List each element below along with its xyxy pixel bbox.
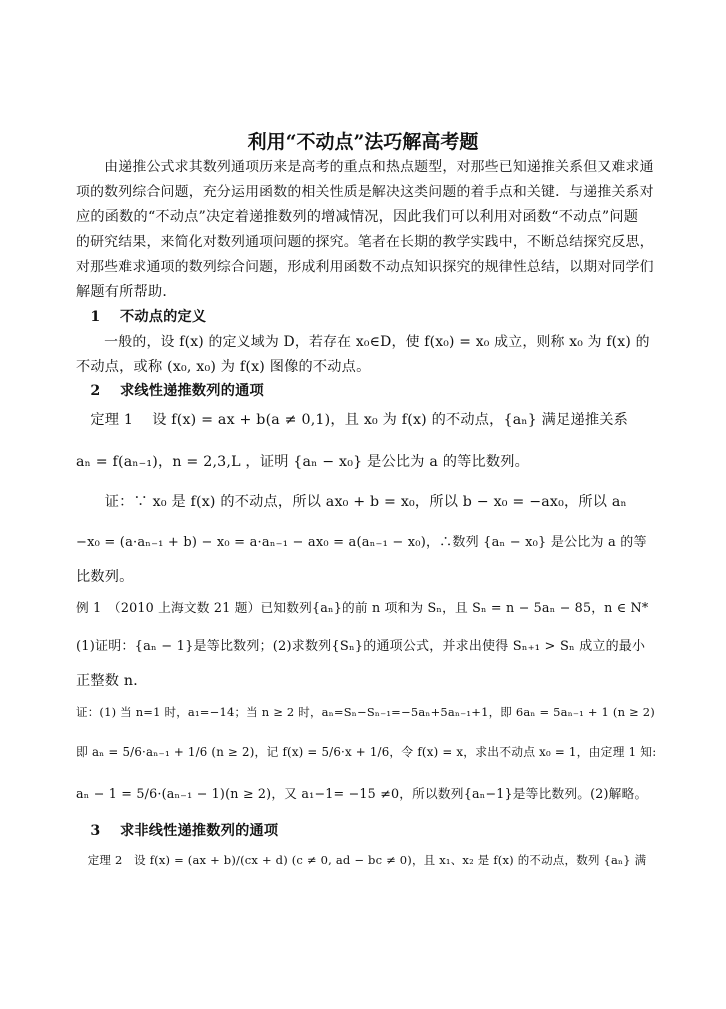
definition-line-2: 不动点，或称 (x₀, x₀) 为 f(x) 图像的不动点。	[76, 359, 371, 375]
intro-line-6: 解题有所帮助．	[76, 284, 177, 300]
intro-line-2: 项的数列综合问题，充分运用函数的相关性质是解决这类问题的着手点和关键．与递推关系对	[76, 184, 654, 200]
page-title: 利用“不动点”法巧解高考题	[247, 131, 479, 153]
section-heading-1: 1 不动点的定义	[76, 309, 207, 325]
example-1-line-3: 正整数 n．	[76, 673, 148, 689]
section-heading-3: 3 求非线性递推数列的通项	[76, 823, 279, 839]
example-1-line-2: (1)证明：{aₙ − 1}是等比数列；(2)求数列{Sₙ}的通项公式，并求出使得 Sₙ₊₁ > Sₙ 成立的最小	[76, 639, 646, 654]
proof-line-2: −x₀ = (a·aₙ₋₁ + b) − x₀ = a·aₙ₋₁ − ax₀ = a(aₙ₋₁ − x₀)，∴数列 {aₙ − x₀} 是公比为 a 的等	[76, 535, 647, 550]
theorem-1-line-1: 定理 1 设 f(x) = ax + b(a ≠ 0,1)，且 x₀ 为 f(x) 的不动点，{aₙ} 满足递推关系	[76, 412, 629, 428]
proof-line-1: 证：∵ x₀ 是 f(x) 的不动点，所以 ax₀ + b = x₀，所以 b − x₀ = −ax₀，所以 aₙ	[76, 494, 627, 510]
section-heading-2: 2 求线性递推数列的通项	[76, 383, 264, 399]
example-1-line-1: 例 1 （2010 上海文数 21 题）已知数列{aₙ}的前 n 项和为 Sₙ，且 Sₙ = n − 5aₙ − 85，n ∈ N*	[76, 600, 649, 615]
theorem-1-line-2: aₙ = f(aₙ₋₁)，n = 2,3,L ，证明 {aₙ − x₀} 是公比为 a 的等比数列。	[76, 454, 530, 470]
intro-line-4: 的研究结果，来简化对数列通项问题的探究。笔者在长期的教学实践中，不断总结探究反思，	[76, 234, 654, 250]
definition-line-1: 一般的，设 f(x) 的定义域为 D，若存在 x₀∈D，使 f(x₀) = x₀ 成立，则称 x₀ 为 f(x) 的	[76, 334, 650, 350]
solution-line-1: 证：(1) 当 n=1 时，a₁=−14；当 n ≥ 2 时，aₙ=Sₙ−Sₙ₋₁=−5aₙ+5aₙ₋₁+1，即 6aₙ = 5aₙ₋₁ + 1 (n ≥ 2)	[76, 705, 655, 719]
proof-line-3: 比数列。	[76, 569, 134, 585]
intro-line-5: 对那些难求通项的数列综合问题，形成利用函数不动点知识探究的规律性总结，以期对同学们	[76, 259, 654, 275]
theorem-2-line-1: 定理 2 设 f(x) = (ax + b)/(cx + d) (c ≠ 0, ad − bc ≠ 0)，且 x₁、x₂ 是 f(x) 的不动点，数列 {aₙ} 满	[76, 853, 647, 867]
solution-line-3: aₙ − 1 = 5/6·(aₙ₋₁ − 1)(n ≥ 2)，又 a₁−1= −15 ≠0，所以数列{aₙ−1}是等比数列。(2)解略。	[76, 786, 648, 801]
solution-line-2: 即 aₙ = 5/6·aₙ₋₁ + 1/6 (n ≥ 2)，记 f(x) = 5/6·x + 1/6，令 f(x) = x，求出不动点 x₀ = 1，由定理 1 知:	[76, 745, 657, 759]
intro-line-1: 由递推公式求其数列通项历来是高考的重点和热点题型，对那些已知递推关系但又难求通	[76, 159, 654, 175]
intro-line-3: 应的函数的“不动点”决定着递推数列的增减情况，因此我们可以利用对函数“不动点”问题	[76, 209, 639, 225]
